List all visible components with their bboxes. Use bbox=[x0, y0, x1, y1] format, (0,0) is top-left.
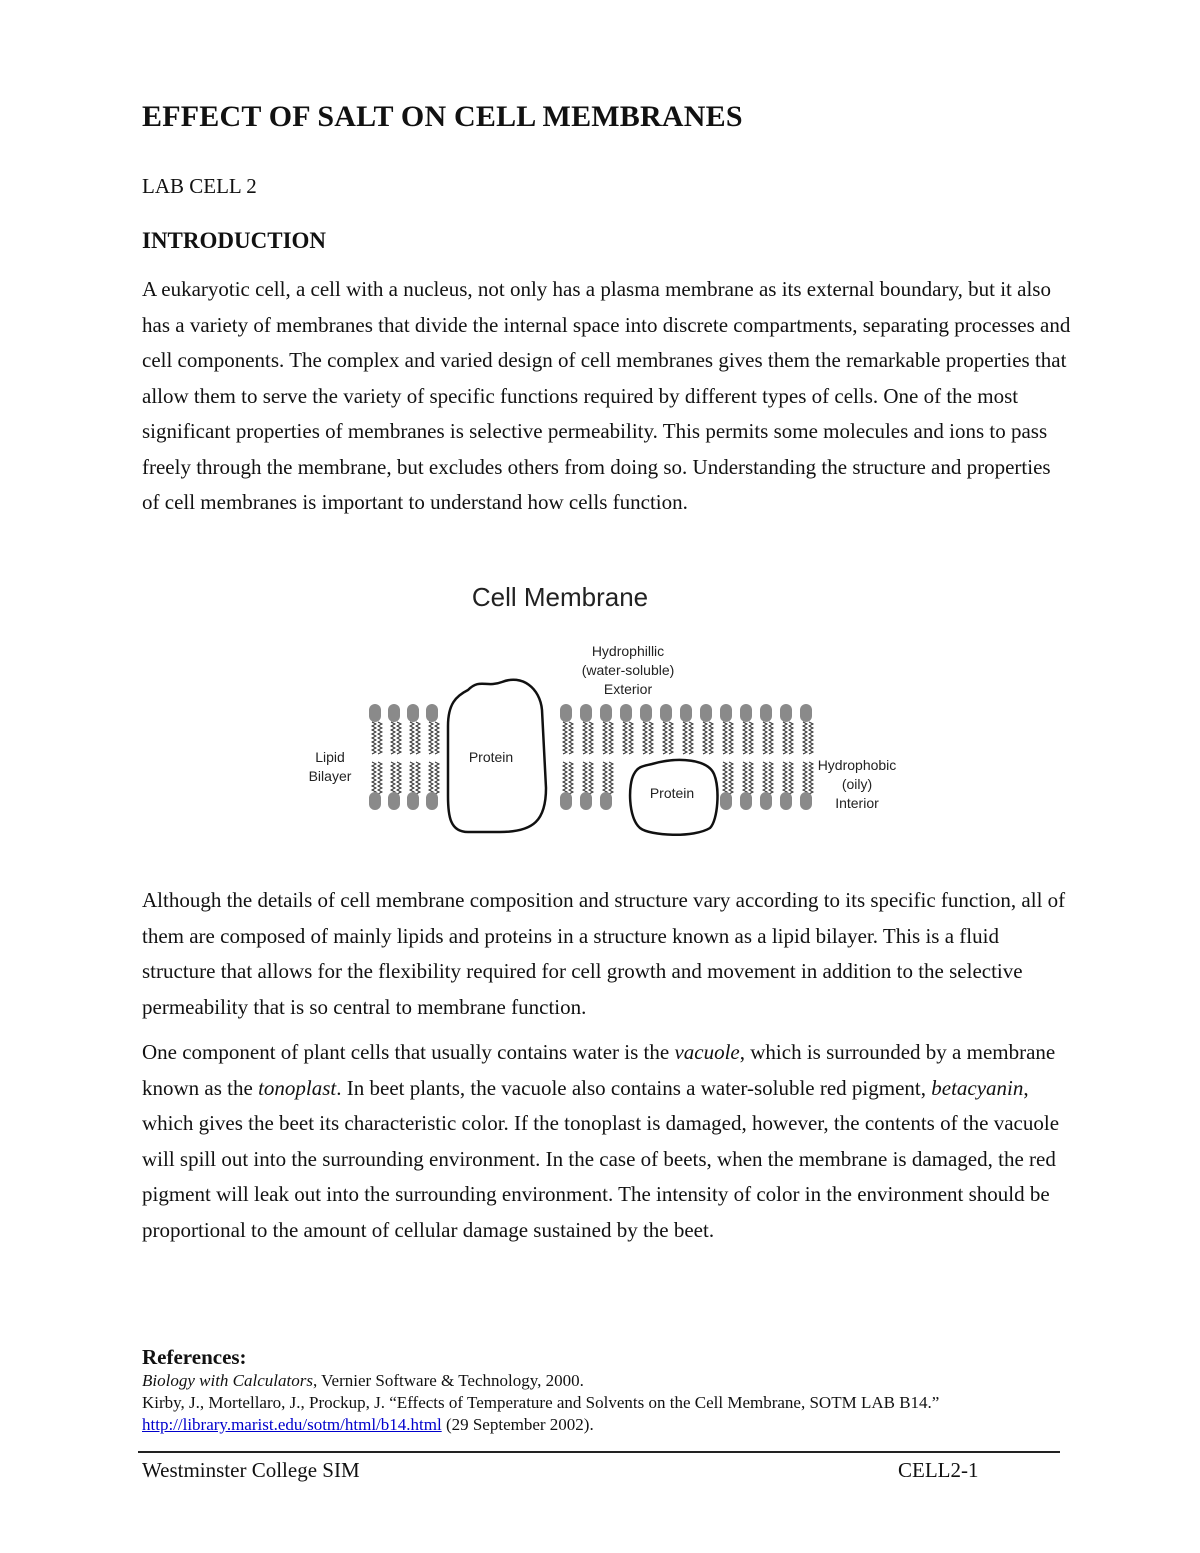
lipid-tail bbox=[391, 722, 401, 754]
hydrophilic-label-line1: Hydrophillic bbox=[591, 643, 665, 659]
hydrophilic-label-line2: (water-soluble) bbox=[581, 662, 675, 678]
intro-paragraph-1: A eukaryotic cell, a cell with a nucleus, not only has a plasma membrane as its external boundary, but it also has a variety of membranes that divide the internal space into discrete compartments, separating processes and cell components. The complex and varied design of cell membranes gives them the remarkable properties that allow them to serve the variety of specific functions required by different types of cells. One of the most significant properties of membranes is selective permeability. This permits some molecules and ions to pass freely through the membrane, but excludes others from doing so. Understanding the structure and properties of cell membranes is important to understand how cells function. bbox=[142, 277, 1071, 514]
intro-paragraph-2: Although the details of cell membrane composition and structure vary according to its specific function, all of them are composed of mainly lipids and proteins in a structure known as a lipid bilayer. This is a fluid structure that allows for the flexibility required for cell growth and movement in addition to the selective permeability that is so central to membrane function. bbox=[142, 888, 1066, 1019]
lipid-head bbox=[760, 792, 772, 810]
paragraph-3-text-2: , which is surrounded by a membrane known as the bbox=[142, 1040, 1056, 1100]
lipid-head bbox=[660, 704, 672, 722]
lipid-tail bbox=[410, 762, 420, 794]
lipid-head bbox=[700, 704, 712, 722]
references-section bbox=[142, 1344, 1072, 1436]
reference-1-details: , Vernier Software & Technology, 2000. bbox=[312, 1371, 584, 1390]
reference-2-details: Kirby, J., Mortellaro, J., Prockup, J. “Effects of Temperature and Solvents on the Cell Membrane, SOTM LAB B14.” bbox=[142, 1393, 940, 1412]
lab-subtitle: LAB CELL 2 bbox=[142, 174, 257, 198]
lipid-tail bbox=[763, 722, 773, 754]
paragraph-3-text-3: . In beet plants, the vacuole also contains a water-soluble red pigment, bbox=[336, 1075, 932, 1100]
lipid-head bbox=[560, 792, 572, 810]
lipid-tail bbox=[683, 722, 693, 754]
footer-page-code: CELL2-1 bbox=[898, 1458, 979, 1482]
lipid-head bbox=[600, 704, 612, 722]
lipid-head bbox=[740, 792, 752, 810]
lipid-tail bbox=[703, 722, 713, 754]
lipid-head bbox=[560, 704, 572, 722]
lipid-head bbox=[580, 792, 592, 810]
lipid-tail bbox=[603, 762, 613, 794]
lipid-tail bbox=[583, 722, 593, 754]
lipid-head bbox=[800, 704, 812, 722]
cell-membrane-figure bbox=[290, 570, 930, 860]
reference-2-date: (29 September 2002). bbox=[441, 1415, 594, 1434]
lipid-tail bbox=[763, 762, 773, 794]
lipid-tail bbox=[803, 762, 813, 794]
lipid-tail bbox=[391, 762, 401, 794]
reference-2-link[interactable]: http://library.marist.edu/sotm/html/b14.html bbox=[142, 1415, 442, 1434]
lipid-tail bbox=[563, 762, 573, 794]
lipid-tail bbox=[603, 722, 613, 754]
lipid-head bbox=[620, 704, 632, 722]
lipid-head bbox=[388, 792, 400, 810]
lipid-tail bbox=[643, 722, 653, 754]
lipid-tail bbox=[783, 762, 793, 794]
lipid-head bbox=[407, 792, 419, 810]
lipid-head bbox=[800, 792, 812, 810]
paragraph-3-text-1: One component of plant cells that usually contains water is the bbox=[142, 1040, 675, 1064]
lipid-tail bbox=[723, 722, 733, 754]
figure-title: Cell Membrane bbox=[471, 582, 649, 612]
hydrophobic-label-line1: Hydrophobic bbox=[817, 757, 897, 773]
protein-label-1: Protein bbox=[468, 749, 514, 765]
reference-1-title: Biology with Calculators bbox=[142, 1371, 313, 1390]
lipid-bilayer-label-line1: Lipid bbox=[315, 749, 345, 765]
lipid-tail bbox=[743, 762, 753, 794]
lipid-bilayer-label-line2: Bilayer bbox=[308, 768, 352, 784]
lipid-head bbox=[369, 704, 381, 722]
lipid-tail bbox=[663, 722, 673, 754]
footer-institution: Westminster College SIM bbox=[142, 1458, 360, 1482]
lipid-tail bbox=[623, 722, 633, 754]
lipid-head bbox=[426, 792, 438, 810]
footer-divider bbox=[138, 1451, 1060, 1453]
lipid-head bbox=[407, 704, 419, 722]
hydrophobic-label-line3: Interior bbox=[835, 795, 879, 811]
lipid-tail bbox=[583, 762, 593, 794]
lipid-head bbox=[680, 704, 692, 722]
section-heading-introduction: INTRODUCTION bbox=[142, 228, 327, 253]
cell-membrane-diagram bbox=[290, 570, 930, 860]
paragraph-3-text-4: , which gives the beet its characteristic color. If the tonoplast is damaged, however, the contents of the vacuole will spill out into the surrounding environment. In the case of beets, when the membrane is damaged, the red pigment will leak out into the surrounding environment. The intensity of color in the environment should be proportional to the amount of cellular damage sustained by the beet. bbox=[142, 1075, 1060, 1242]
hydrophilic-label-line3: Exterior bbox=[603, 681, 653, 697]
lipid-tail bbox=[429, 722, 439, 754]
lipid-head bbox=[720, 792, 732, 810]
lipid-head bbox=[600, 792, 612, 810]
lipid-tail bbox=[410, 722, 420, 754]
lipid-head bbox=[369, 792, 381, 810]
lipid-tail bbox=[429, 762, 439, 794]
lipid-head bbox=[740, 704, 752, 722]
reference-2 bbox=[142, 1392, 1072, 1436]
lipid-head bbox=[640, 704, 652, 722]
term-vacuole: vacuole bbox=[674, 1040, 740, 1064]
lipid-head bbox=[580, 704, 592, 722]
page-title: EFFECT OF SALT ON CELL MEMBRANES bbox=[142, 100, 743, 133]
lipid-head bbox=[426, 704, 438, 722]
term-betacyanin: betacyanin bbox=[931, 1075, 1024, 1100]
reference-1 bbox=[142, 1370, 1072, 1392]
lipid-tail bbox=[743, 722, 753, 754]
lipid-tail bbox=[563, 722, 573, 754]
lipid-tail bbox=[723, 762, 733, 794]
lipid-tail bbox=[803, 722, 813, 754]
intro-paragraph-3 bbox=[142, 1035, 1072, 1248]
lipid-head bbox=[720, 704, 732, 722]
protein-label-2: Protein bbox=[649, 785, 695, 801]
lipid-bilayer bbox=[369, 704, 813, 810]
lipid-tail bbox=[372, 722, 382, 754]
lipid-head bbox=[780, 704, 792, 722]
lipid-tail bbox=[372, 762, 382, 794]
term-tonoplast: tonoplast bbox=[258, 1075, 337, 1100]
lipid-head bbox=[780, 792, 792, 810]
lipid-tail bbox=[783, 722, 793, 754]
lipid-head bbox=[760, 704, 772, 722]
references-heading: References: bbox=[142, 1345, 247, 1369]
lipid-head bbox=[388, 704, 400, 722]
hydrophobic-label-line2: (oily) bbox=[841, 776, 873, 792]
